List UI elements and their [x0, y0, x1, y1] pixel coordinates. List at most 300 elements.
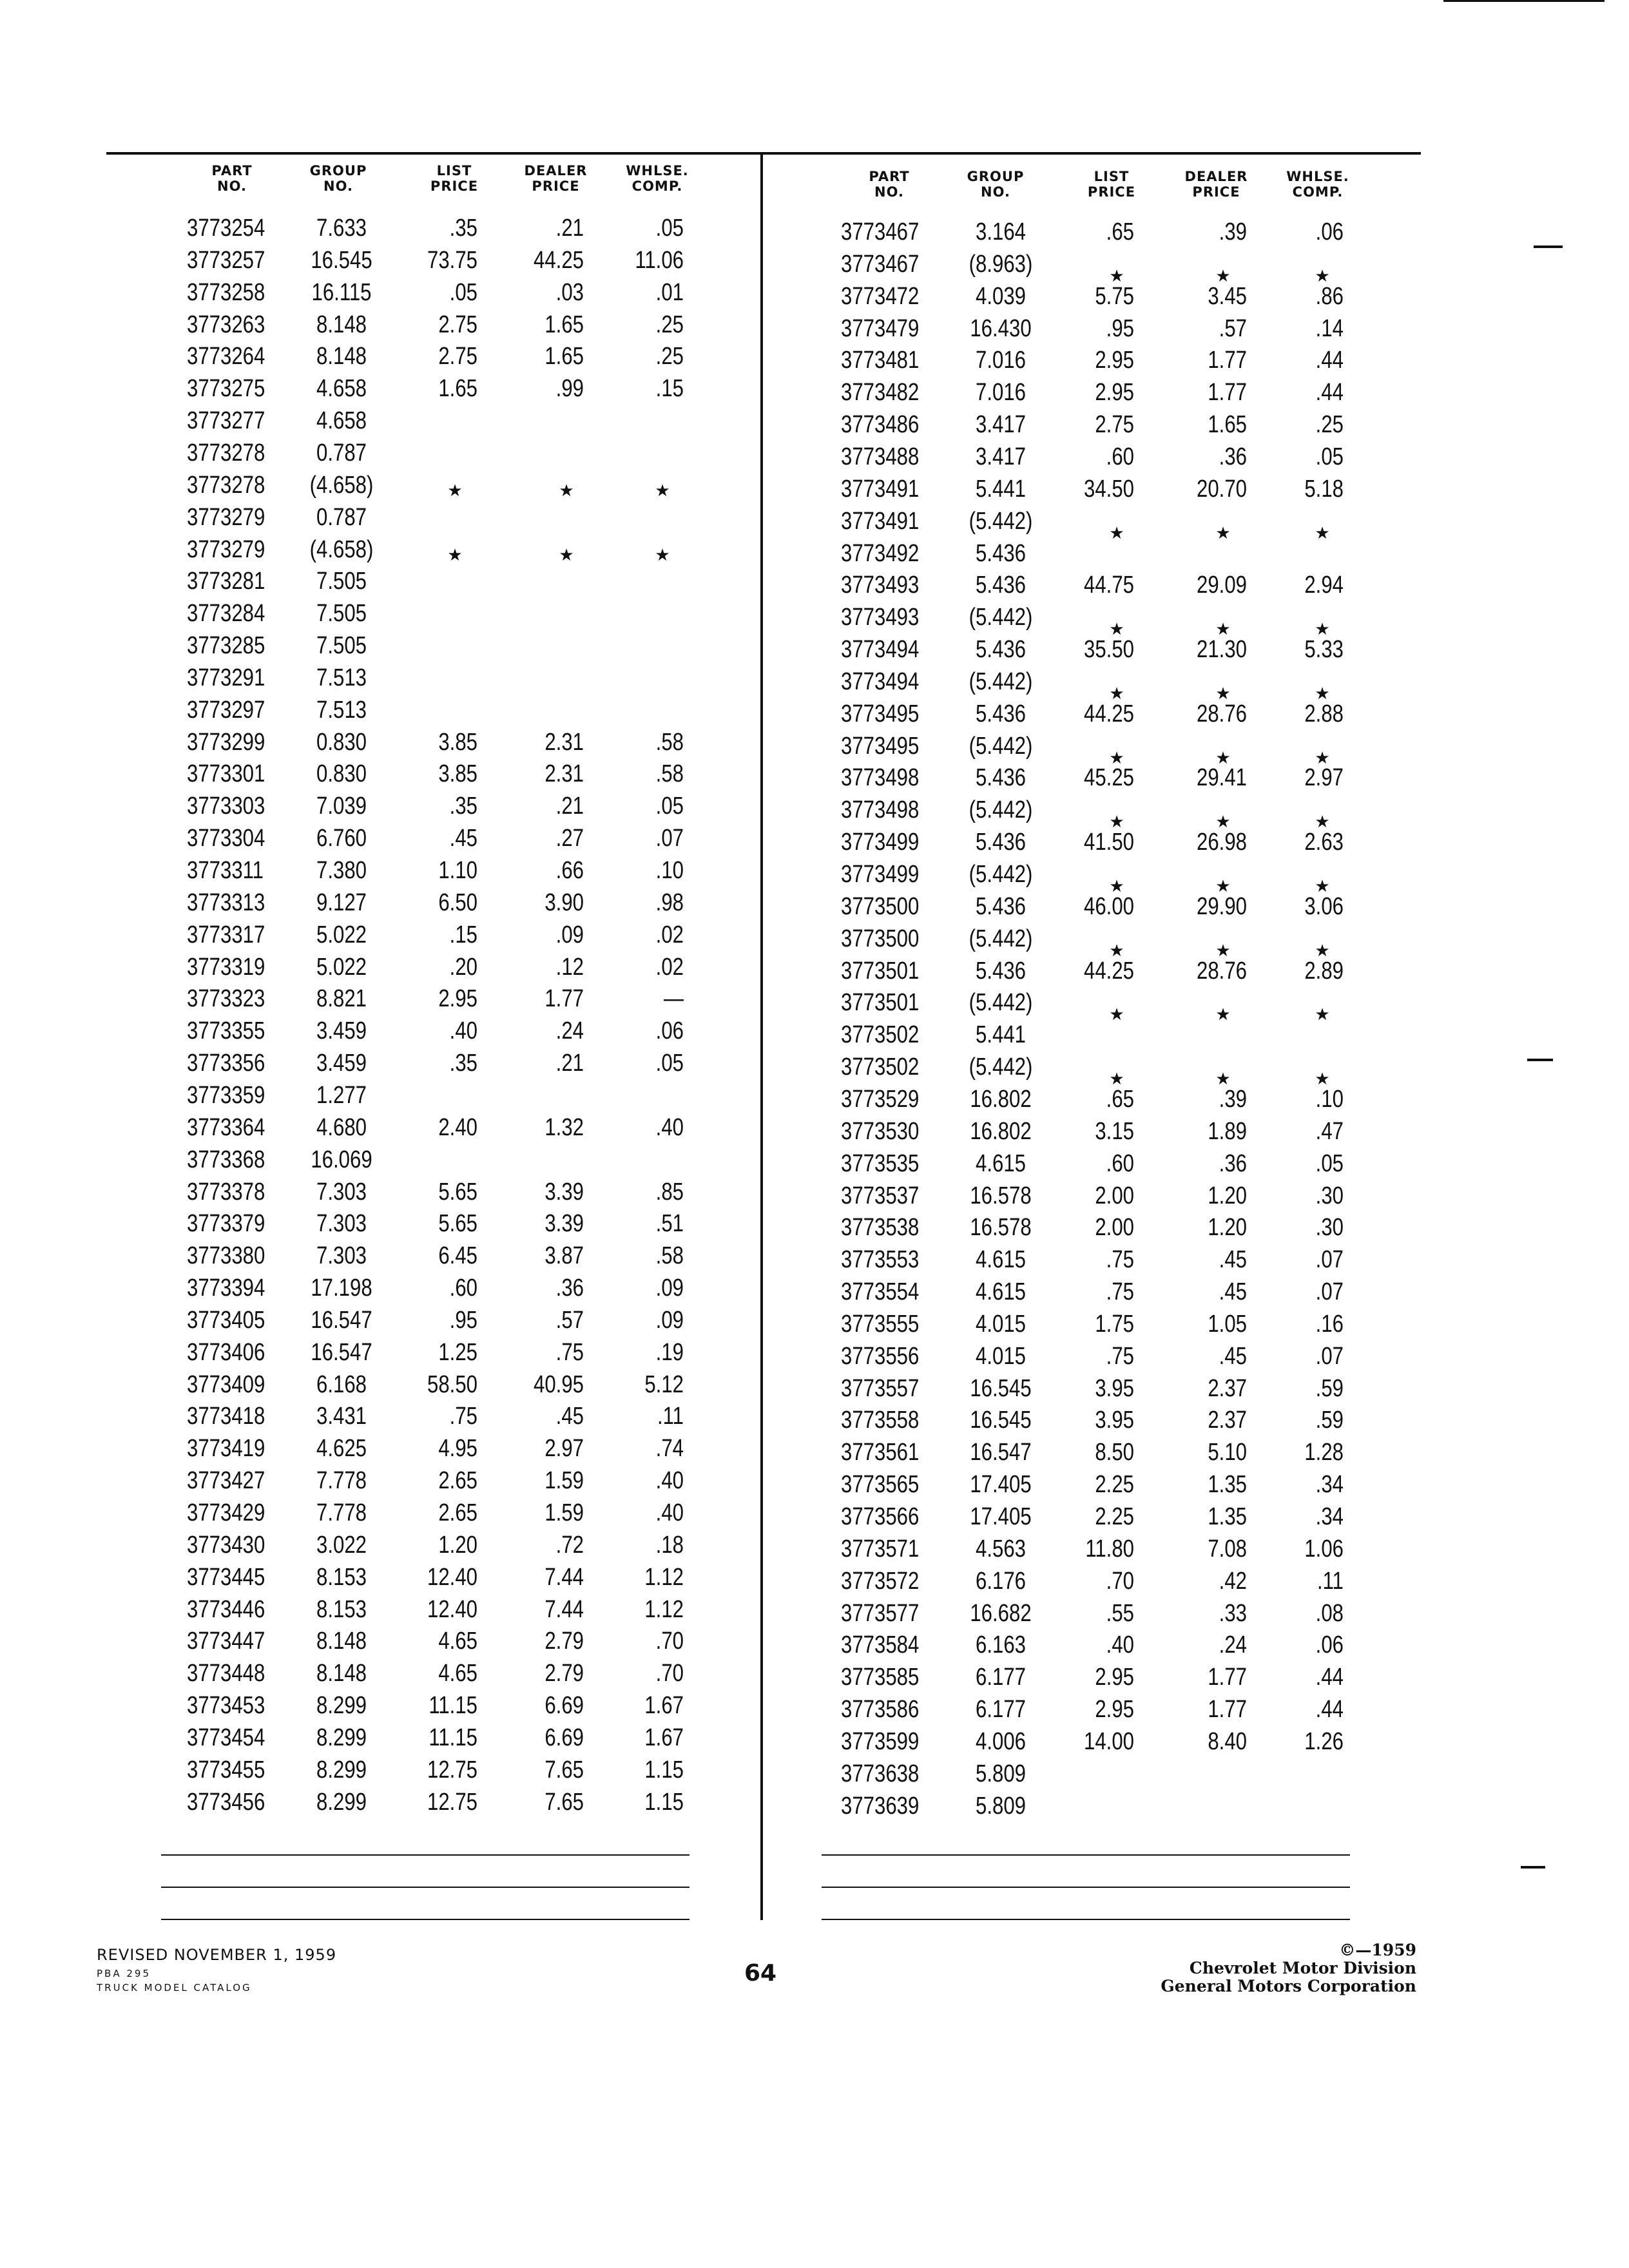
header-line: DEALER — [1184, 169, 1248, 184]
part-no-cell: 3773355 — [187, 1017, 265, 1045]
list-price-cell: 2.95 — [1095, 347, 1134, 374]
group-no-cell: 7.016 — [976, 379, 1026, 407]
group-no-cell: 0.787 — [316, 503, 367, 531]
reference-star-icon: ★ — [1109, 1069, 1124, 1089]
reference-star-icon: ★ — [1215, 265, 1231, 285]
dealer-price-cell: .99 — [555, 375, 584, 403]
whlse-comp-cell: .06 — [1315, 218, 1344, 245]
dealer-price-cell: .36 — [1219, 1149, 1247, 1177]
scan-mark — [1534, 245, 1563, 248]
list-price-cell: .40 — [1106, 1631, 1134, 1659]
division-name: Chevrolet Motor Division — [1189, 1959, 1416, 1977]
part-no-cell: 3773258 — [187, 278, 265, 306]
dealer-price-cell: .21 — [555, 215, 584, 242]
part-no-cell: 3773535 — [841, 1149, 920, 1177]
whlse-comp-cell: .11 — [657, 1403, 684, 1430]
reference-star-icon: ★ — [1215, 1004, 1231, 1024]
part-no-cell: 3773585 — [841, 1664, 920, 1691]
whlse-comp-cell: .10 — [1315, 1085, 1344, 1113]
part-no-cell: 3773501 — [841, 957, 920, 985]
part-no-cell: 3773499 — [841, 861, 920, 888]
group-no-cell: 5.441 — [976, 1021, 1026, 1049]
group-no-cell: 3.417 — [976, 411, 1026, 439]
header-part-no — [193, 163, 271, 194]
group-no-cell: (5.442) — [969, 732, 1033, 760]
list-price-cell: 11.80 — [1085, 1535, 1134, 1562]
whlse-comp-cell: .05 — [655, 1050, 684, 1077]
group-no-cell: 16.430 — [970, 314, 1032, 342]
header-group-no — [303, 163, 374, 194]
header-part-no — [851, 169, 928, 200]
reference-star-icon: ★ — [1315, 619, 1330, 639]
part-no-cell: 3773584 — [841, 1631, 920, 1659]
part-no-cell: 3773378 — [187, 1178, 265, 1206]
group-no-cell: (5.442) — [969, 796, 1033, 824]
list-price-cell: 41.50 — [1084, 829, 1134, 856]
whlse-comp-cell: 2.89 — [1304, 957, 1344, 985]
group-no-cell: 16.578 — [970, 1182, 1032, 1209]
header-line: PRICE — [1087, 184, 1136, 200]
whlse-comp-cell: .59 — [1315, 1407, 1344, 1434]
dealer-price-cell: 2.79 — [545, 1660, 584, 1687]
part-no-cell: 3773427 — [187, 1467, 265, 1495]
dealer-price-cell: 1.65 — [1208, 411, 1247, 439]
group-no-cell: 7.303 — [316, 1210, 367, 1238]
part-no-cell: 3773453 — [187, 1692, 265, 1720]
catalog-code: PBA 295 — [97, 1968, 151, 1979]
whlse-comp-cell: .86 — [1315, 282, 1344, 310]
part-no-cell: 3773297 — [187, 696, 265, 724]
group-no-cell: 6.163 — [976, 1631, 1026, 1659]
dealer-price-cell: 1.20 — [1208, 1214, 1247, 1242]
reference-star-icon: ★ — [1109, 940, 1124, 960]
reference-star-icon: ★ — [655, 480, 670, 500]
part-no-cell: 3773488 — [841, 443, 920, 470]
part-no-cell: 3773556 — [841, 1342, 920, 1370]
dealer-price-cell: 40.95 — [534, 1370, 584, 1398]
whlse-comp-cell: .98 — [655, 889, 684, 916]
part-no-cell: 3773493 — [841, 604, 920, 631]
list-price-cell: .45 — [449, 825, 477, 852]
group-no-cell: 7.505 — [316, 632, 367, 660]
group-no-cell: 8.148 — [316, 1660, 367, 1687]
part-no-cell: 3773538 — [841, 1214, 920, 1242]
whlse-comp-cell: .58 — [655, 760, 684, 788]
whlse-comp-cell: .59 — [1315, 1374, 1344, 1402]
reference-star-icon: ★ — [1315, 683, 1330, 703]
dealer-price-cell: .36 — [555, 1274, 584, 1302]
header-line: PRICE — [430, 178, 479, 194]
part-no-cell: 3773577 — [841, 1599, 920, 1627]
part-no-cell: 3773279 — [187, 503, 265, 531]
reference-star-icon: ★ — [1109, 619, 1124, 639]
list-price-cell: 3.85 — [438, 760, 477, 788]
part-no-cell: 3773500 — [841, 892, 920, 920]
part-no-cell: 3773558 — [841, 1407, 920, 1434]
blank-rule — [822, 1887, 1350, 1888]
part-no-cell: 3773303 — [187, 793, 265, 820]
list-price-cell: 2.65 — [438, 1467, 477, 1495]
whlse-comp-cell: .44 — [1315, 379, 1344, 407]
whlse-comp-cell: .09 — [655, 1274, 684, 1302]
whlse-comp-cell: .07 — [655, 825, 684, 852]
whlse-comp-cell: .47 — [1315, 1117, 1344, 1145]
part-no-cell: 3773467 — [841, 250, 920, 278]
copyright: ©—1959 — [1339, 1941, 1416, 1959]
header-list-price — [425, 163, 483, 194]
header-line: PRICE — [532, 178, 580, 194]
list-price-cell: .60 — [1106, 443, 1134, 470]
reference-star-icon: ★ — [1215, 812, 1231, 832]
scan-mark — [1521, 1866, 1545, 1869]
header-line: PART — [869, 169, 910, 184]
group-no-cell: 7.039 — [316, 793, 367, 820]
group-no-cell: 16.802 — [970, 1117, 1032, 1145]
list-price-cell: .20 — [449, 953, 477, 981]
group-no-cell: 5.436 — [976, 892, 1026, 920]
list-price-cell: 2.25 — [1095, 1471, 1134, 1499]
part-no-cell: 3773454 — [187, 1724, 265, 1751]
header-whlse-comp — [1279, 169, 1356, 200]
part-no-cell: 3773405 — [187, 1306, 265, 1334]
list-price-cell: .05 — [449, 278, 477, 306]
whlse-comp-cell: .02 — [655, 921, 684, 948]
dealer-price-cell: 2.79 — [545, 1628, 584, 1655]
whlse-comp-cell: .16 — [1315, 1310, 1344, 1338]
part-no-cell: 3773301 — [187, 760, 265, 788]
list-price-cell: 3.15 — [1095, 1117, 1134, 1145]
group-no-cell: 16.069 — [311, 1146, 372, 1173]
dealer-price-cell: 1.35 — [1208, 1503, 1247, 1530]
group-no-cell: (5.442) — [969, 604, 1033, 631]
list-price-cell: .65 — [1106, 218, 1134, 245]
group-no-cell: 7.303 — [316, 1242, 367, 1270]
reference-star-icon: ★ — [559, 544, 574, 564]
part-no-cell: 3773446 — [187, 1595, 265, 1623]
group-no-cell: 6.760 — [316, 825, 367, 852]
reference-star-icon: ★ — [1109, 812, 1124, 832]
whlse-comp-cell: — — [663, 985, 684, 1013]
part-no-cell: 3773530 — [841, 1117, 920, 1145]
group-no-cell: 8.299 — [316, 1692, 367, 1720]
part-no-cell: 3773557 — [841, 1374, 920, 1402]
header-line: WHLSE. — [626, 163, 689, 178]
list-price-cell: .35 — [449, 793, 477, 820]
list-price-cell: 4.95 — [438, 1435, 477, 1463]
blank-rule — [822, 1854, 1350, 1856]
reference-star-icon: ★ — [1109, 523, 1124, 543]
part-no-cell: 3773263 — [187, 311, 265, 338]
header-whlse-comp — [619, 163, 696, 194]
dealer-price-cell: 6.69 — [545, 1692, 584, 1720]
header-dealer-price — [1176, 169, 1257, 200]
dealer-price-cell: 1.77 — [1208, 1696, 1247, 1724]
dealer-price-cell: .39 — [1219, 1085, 1247, 1113]
dealer-price-cell: .03 — [555, 278, 584, 306]
scan-mark — [1443, 0, 1605, 2]
reference-star-icon: ★ — [1215, 940, 1231, 960]
reference-star-icon: ★ — [1109, 747, 1124, 767]
whlse-comp-cell: 1.06 — [1304, 1535, 1344, 1562]
whlse-comp-cell: .05 — [655, 215, 684, 242]
whlse-comp-cell: .05 — [1315, 443, 1344, 470]
part-no-cell: 3773561 — [841, 1439, 920, 1466]
group-no-cell: 16.802 — [970, 1085, 1032, 1113]
whlse-comp-cell: .19 — [655, 1338, 684, 1366]
header-line: NO. — [874, 184, 904, 200]
group-no-cell: 4.615 — [976, 1278, 1026, 1306]
reference-star-icon: ★ — [1315, 1069, 1330, 1089]
group-no-cell: (5.442) — [969, 989, 1033, 1017]
header-line: NO. — [323, 178, 353, 194]
whlse-comp-cell: .07 — [1315, 1246, 1344, 1274]
part-no-cell: 3773448 — [187, 1660, 265, 1687]
whlse-comp-cell: .58 — [655, 728, 684, 756]
list-price-cell: .60 — [1106, 1149, 1134, 1177]
header-line: COMP. — [1292, 184, 1344, 200]
dealer-price-cell: 20.70 — [1197, 475, 1247, 503]
list-price-cell: 44.25 — [1084, 957, 1134, 985]
dealer-price-cell: 3.39 — [545, 1210, 584, 1238]
dealer-price-cell: 1.77 — [1208, 347, 1247, 374]
dealer-price-cell: 1.35 — [1208, 1471, 1247, 1499]
dealer-price-cell: 29.90 — [1197, 892, 1247, 920]
dealer-price-cell: 3.39 — [545, 1178, 584, 1206]
whlse-comp-cell: 5.18 — [1304, 475, 1344, 503]
part-no-cell: 3773319 — [187, 953, 265, 981]
dealer-price-cell: 28.76 — [1197, 957, 1247, 985]
dealer-price-cell: .72 — [555, 1531, 584, 1559]
part-no-cell: 3773491 — [841, 475, 920, 503]
group-no-cell: 16.578 — [970, 1214, 1032, 1242]
list-price-cell: 2.95 — [438, 985, 477, 1013]
list-price-cell: 1.75 — [1095, 1310, 1134, 1338]
dealer-price-cell: 28.76 — [1197, 700, 1247, 727]
reference-star-icon: ★ — [655, 544, 670, 564]
part-no-cell: 3773455 — [187, 1756, 265, 1783]
group-no-cell: 5.436 — [976, 764, 1026, 792]
list-price-cell: 12.40 — [427, 1563, 477, 1591]
reference-star-icon: ★ — [1215, 747, 1231, 767]
list-price-cell: 3.95 — [1095, 1374, 1134, 1402]
dealer-price-cell: 1.59 — [545, 1499, 584, 1526]
group-no-cell: 4.039 — [976, 282, 1026, 310]
part-no-cell: 3773379 — [187, 1210, 265, 1238]
part-no-cell: 3773572 — [841, 1567, 920, 1595]
part-no-cell: 3773257 — [187, 246, 265, 274]
part-no-cell: 3773317 — [187, 921, 265, 948]
group-no-cell: 3.459 — [316, 1050, 367, 1077]
part-no-cell: 3773555 — [841, 1310, 920, 1338]
group-no-cell: 8.153 — [316, 1595, 367, 1623]
part-no-cell: 3773278 — [187, 439, 265, 466]
header-line: PRICE — [1192, 184, 1240, 200]
reference-star-icon: ★ — [1315, 940, 1330, 960]
whlse-comp-cell: .05 — [655, 793, 684, 820]
whlse-comp-cell: .10 — [655, 857, 684, 884]
part-no-cell: 3773419 — [187, 1435, 265, 1463]
group-no-cell: 8.148 — [316, 311, 367, 338]
whlse-comp-cell: .11 — [1316, 1567, 1344, 1595]
list-price-cell: 5.65 — [438, 1210, 477, 1238]
whlse-comp-cell: 1.12 — [644, 1595, 684, 1623]
dealer-price-cell: 1.65 — [545, 343, 584, 370]
group-no-cell: 5.436 — [976, 829, 1026, 856]
group-no-cell: 6.176 — [976, 1567, 1026, 1595]
part-no-cell: 3773495 — [841, 732, 920, 760]
whlse-comp-cell: .18 — [655, 1531, 684, 1559]
group-no-cell: 5.436 — [976, 636, 1026, 664]
part-no-cell: 3773281 — [187, 568, 265, 595]
group-no-cell: (8.963) — [969, 250, 1033, 278]
dealer-price-cell: 1.59 — [545, 1467, 584, 1495]
group-no-cell: 5.436 — [976, 572, 1026, 599]
whlse-comp-cell: .34 — [1315, 1471, 1344, 1499]
dealer-price-cell: .09 — [555, 921, 584, 948]
part-no-cell: 3773553 — [841, 1246, 920, 1274]
whlse-comp-cell: 2.94 — [1304, 572, 1344, 599]
part-no-cell: 3773409 — [187, 1370, 265, 1398]
blank-rule — [161, 1887, 689, 1888]
group-no-cell: 1.277 — [316, 1081, 367, 1109]
reference-star-icon: ★ — [1315, 812, 1330, 832]
part-no-cell: 3773586 — [841, 1696, 920, 1724]
list-price-cell: 2.95 — [1095, 379, 1134, 407]
group-no-cell: (5.442) — [969, 668, 1033, 695]
part-no-cell: 3773479 — [841, 314, 920, 342]
dealer-price-cell: 29.09 — [1197, 572, 1247, 599]
part-no-cell: 3773599 — [841, 1727, 920, 1755]
corporation-name: General Motors Corporation — [1161, 1977, 1416, 1995]
list-price-cell: .95 — [449, 1306, 477, 1334]
whlse-comp-cell: .74 — [655, 1435, 684, 1463]
list-price-cell: 35.50 — [1084, 636, 1134, 664]
dealer-price-cell: .42 — [1219, 1567, 1247, 1595]
list-price-cell: 6.45 — [438, 1242, 477, 1270]
header-line: DEALER — [524, 163, 588, 178]
dealer-price-cell: 3.90 — [545, 889, 584, 916]
blank-rule — [161, 1854, 689, 1856]
dealer-price-cell: .57 — [555, 1306, 584, 1334]
reference-star-icon: ★ — [447, 480, 463, 500]
group-no-cell: 7.513 — [316, 696, 367, 724]
whlse-comp-cell: 1.67 — [644, 1692, 684, 1720]
header-line: PART — [211, 163, 253, 178]
part-no-cell: 3773254 — [187, 215, 265, 242]
part-no-cell: 3773418 — [187, 1403, 265, 1430]
list-price-cell: .60 — [449, 1274, 477, 1302]
list-price-cell: .65 — [1106, 1085, 1134, 1113]
part-no-cell: 3773501 — [841, 989, 920, 1017]
group-no-cell: 5.022 — [316, 921, 367, 948]
list-price-cell: 2.65 — [438, 1499, 477, 1526]
group-no-cell: 4.006 — [976, 1727, 1026, 1755]
dealer-price-cell: 5.10 — [1208, 1439, 1247, 1466]
list-price-cell: .15 — [449, 921, 477, 948]
part-no-cell: 3773284 — [187, 600, 265, 628]
dealer-price-cell: 21.30 — [1197, 636, 1247, 664]
part-no-cell: 3773264 — [187, 343, 265, 370]
group-no-cell: 4.615 — [976, 1246, 1026, 1274]
whlse-comp-cell: .08 — [1315, 1599, 1344, 1627]
group-no-cell: 7.633 — [316, 215, 367, 242]
whlse-comp-cell: .25 — [1315, 411, 1344, 439]
catalog-name: TRUCK MODEL CATALOG — [97, 1982, 252, 1994]
dealer-price-cell: 29.41 — [1197, 764, 1247, 792]
part-no-cell: 3773356 — [187, 1050, 265, 1077]
group-no-cell: 4.658 — [316, 375, 367, 403]
dealer-price-cell: 26.98 — [1197, 829, 1247, 856]
part-no-cell: 3773502 — [841, 1053, 920, 1081]
whlse-comp-cell: .07 — [1315, 1342, 1344, 1370]
part-no-cell: 3773364 — [187, 1113, 265, 1141]
dealer-price-cell: .75 — [555, 1338, 584, 1366]
part-no-cell: 3773495 — [841, 700, 920, 727]
column-divider — [760, 155, 763, 1920]
part-no-cell: 3773278 — [187, 471, 265, 499]
dealer-price-cell: .36 — [1219, 443, 1247, 470]
part-no-cell: 3773277 — [187, 407, 265, 435]
part-no-cell: 3773430 — [187, 1531, 265, 1559]
part-no-cell: 3773493 — [841, 572, 920, 599]
group-no-cell: 4.658 — [316, 407, 367, 435]
whlse-comp-cell: .70 — [655, 1628, 684, 1655]
list-price-cell: 4.65 — [438, 1660, 477, 1687]
group-no-cell: 17.405 — [970, 1471, 1032, 1499]
part-no-cell: 3773445 — [187, 1563, 265, 1591]
whlse-comp-cell: .15 — [655, 375, 684, 403]
dealer-price-cell: 6.69 — [545, 1724, 584, 1751]
group-no-cell: 7.303 — [316, 1178, 367, 1206]
list-price-cell: 12.40 — [427, 1595, 477, 1623]
dealer-price-cell: 1.77 — [1208, 1664, 1247, 1691]
dealer-price-cell: .39 — [1219, 218, 1247, 245]
whlse-comp-cell: .25 — [655, 343, 684, 370]
dealer-price-cell: .33 — [1219, 1599, 1247, 1627]
group-no-cell: 5.436 — [976, 539, 1026, 567]
whlse-comp-cell: .58 — [655, 1242, 684, 1270]
group-no-cell: 16.545 — [311, 246, 372, 274]
group-no-cell: 5.809 — [976, 1760, 1026, 1787]
group-no-cell: 3.417 — [976, 443, 1026, 470]
list-price-cell: 1.10 — [438, 857, 477, 884]
group-no-cell: 7.380 — [316, 857, 367, 884]
group-no-cell: 7.513 — [316, 664, 367, 691]
scan-mark — [1527, 1059, 1553, 1061]
part-no-cell: 3773304 — [187, 825, 265, 852]
group-no-cell: 7.016 — [976, 347, 1026, 374]
dealer-price-cell: .27 — [555, 825, 584, 852]
group-no-cell: 8.153 — [316, 1563, 367, 1591]
whlse-comp-cell: 5.33 — [1304, 636, 1344, 664]
whlse-comp-cell: .09 — [655, 1306, 684, 1334]
reference-star-icon: ★ — [1215, 1069, 1231, 1089]
whlse-comp-cell: .01 — [655, 278, 684, 306]
reference-star-icon: ★ — [1315, 876, 1330, 896]
list-price-cell: .75 — [1106, 1342, 1134, 1370]
header-line: WHLSE. — [1286, 169, 1349, 184]
reference-star-icon: ★ — [1315, 747, 1330, 767]
page-number: 64 — [744, 1960, 777, 1986]
dealer-price-cell: .24 — [1219, 1631, 1247, 1659]
whlse-comp-cell: 1.15 — [644, 1788, 684, 1816]
part-no-cell: 3773492 — [841, 539, 920, 567]
whlse-comp-cell: .40 — [655, 1467, 684, 1495]
list-price-cell: 45.25 — [1084, 764, 1134, 792]
dealer-price-cell: 7.44 — [545, 1563, 584, 1591]
group-no-cell: 6.168 — [316, 1370, 367, 1398]
part-no-cell: 3773394 — [187, 1274, 265, 1302]
